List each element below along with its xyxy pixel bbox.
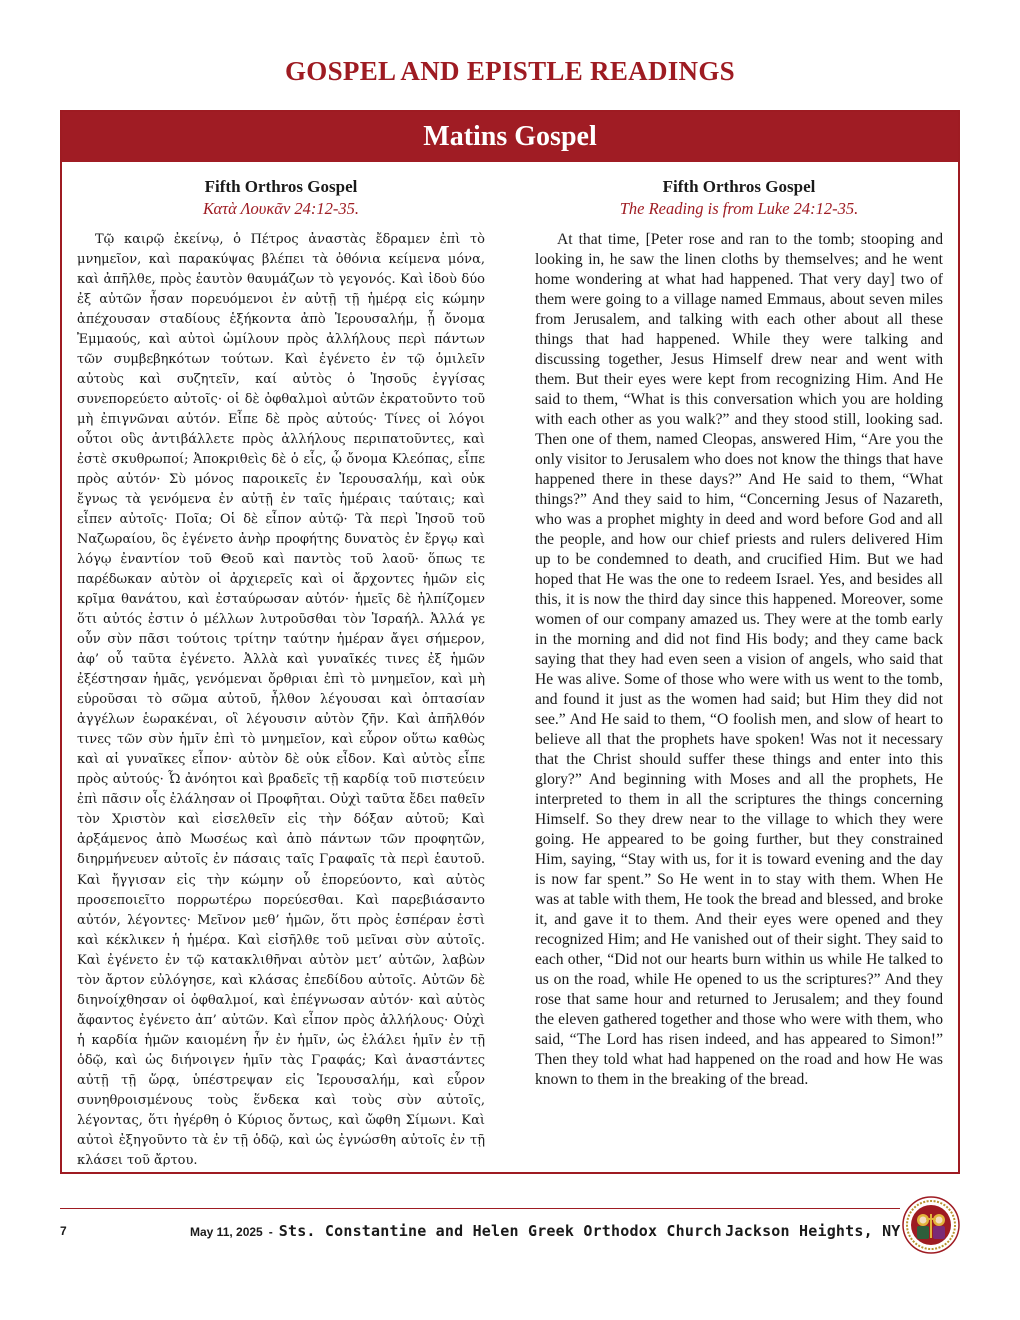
footer-divider <box>60 1208 900 1209</box>
english-text: At that time, [Peter rose and ran to the tomb; stooping and looking in, he saw the linen cloths by themselves; and he went home wondering at what had happened. That very day] two of them were going to a village named Emmaus, about seven miles from Jerusalem, and talking with each other about all these things that had happened. While they were talking and discussing together, Jesus Himself drew near and went with them. But their eyes were kept from recognizing Him. And He said to them, “What is this conversation which you are holding with each other as you walk?” and they stood still, looking sad. Then one of them, named Cleopas, answered Him, “Are you the only visitor to Jerusalem who does not know the things that have happened there in these days?” And He said to them, “What things?” And they said to him, “Concerning Jesus of Nazareth, who was a prophet mighty in deed and word before God and all the people, and how our chief priests and rulers delivered Him up to be condemned to death, and crucified Him. But we had hoped that He was the one to redeem Israel. Yes, and besides all this, it is now the third day since this happened. Moreover, some women of our company amazed us. They were at the tomb early in the morning and did not find His body; and they came back saying that they had even seen a vision of angels, who said that He was alive. Some of those who were with us went to the tomb, and found it just as the women had said; but Him they did not see.” And He said to them, “O foolish men, and slow of heart to believe all that the prophets have spoken! Was not it necessary that the Christ should suffer these things and enter into this glory?” And beginning with Moses and all the prophets, He interpreted to them in all the scriptures the things concerning Himself. So they drew near to the village to which they were going. He appeared to be going further, but they constrained Him, saying, “Stay with us, for it is toward evening and the day is now far spent.” So He went in to stay with them. When He was at table with them, He took the bread and blessed, and broke it, and gave it to them. And their eyes were opened and they recognized Him; and He vanished out of their sight. They said to each other, “Did not our hearts burn within us while He talked to us on the road, while He opened to us the scriptures?” And they rose that same hour and returned to Jerusalem; and they found the eleven gathered together and those who were with them, who said, “The Lord has risen indeed, and has appeared to Simon!” Then they told what had happened on the road and how He was known to them in the breaking of the bread. <box>535 231 943 1088</box>
greek-text: Τῷ καιρῷ ἐκείνῳ, ὁ Πέτρος ἀναστὰς ἔδραμεν ἐπὶ τὸ μνημεῖον, καὶ παρακύψας βλέπει τὰ ὀθόνια κείμενα μόνα, καὶ ἀπῆλθε, πρὸς ἑαυτὸν θαυμάζων τὸ γεγονός. Καὶ ἰδοὺ δύο ἐξ αὐτῶν ἦσαν πορευόμενοι ἐν αὐτῇ τῇ ἡμέρᾳ εἰς κώμην ἀπέχουσαν σταδίους ἑξήκοντα ἀπὸ Ἱερουσαλήμ, ᾗ ὄνομα Ἐμμαούς, καὶ αὐτοὶ ὡμίλουν πρὸς ἀλλήλους περὶ πάντων τῶν συμβεβηκότων τούτων. Καὶ ἐγένετο ἐν τῷ ὁμιλεῖν αὐτοὺς καὶ συζητεῖν, καί αὐτὸς ὁ Ἰησοῦς ἐγγίσας συνεπορεύετο αὐτοῖς· οἱ δὲ ὀφθαλμοὶ αὐτῶν ἐκρατοῦντο τοῦ μὴ ἐπιγνῶναι αὐτόν. Εἶπε δὲ πρὸς αὐτούς· Τίνες οἱ λόγοι οὗτοι οὓς ἀντιβάλλετε πρὸς ἀλλήλους περιπατοῦντες, καὶ ἐστὲ σκυθρωποί; Ἀποκριθεὶς δὲ ὁ εἷς, ᾧ ὄνομα Κλεόπας, εἶπε πρὸς αὐτόν· Σὺ μόνος παροικεῖς ἐν Ἱερουσαλήμ, καὶ οὐκ ἔγνως τὰ γενόμενα ἐν αὐτῇ ἐν ταῖς ἡμέραις ταύταις; καὶ εἶπεν αὐτοῖς· Ποῖα; Οἱ δὲ εἶπον αὐτῷ· Τὰ περὶ Ἰησοῦ τοῦ Ναζωραίου, ὃς ἐγένετο ἀνὴρ προφήτης δυνατὸς ἐν ἔργῳ καὶ λόγῳ ἐναντίον τοῦ Θεοῦ καὶ παντὸς τοῦ λαοῦ· ὅπως τε παρέδωκαν αὐτὸν οἱ ἀρχιερεῖς καὶ οἱ ἄρχοντες ἡμῶν εἰς κρῖμα θανάτου, καὶ ἐσταύρωσαν αὐτόν· ἡμεῖς δὲ ἠλπίζομεν ὅτι αὐτός ἐστιν ὁ μέλλων λυτροῦσθαι τὸν Ἰσραήλ. Ἀλλά γε οὖν σὺν πᾶσι τούτοις τρίτην ταύτην ἡμέραν ἄγει σήμερον, ἀφ’ οὗ ταῦτα ἐγένετο. Ἀλλὰ καὶ γυναῖκές τινες ἐξ ἡμῶν ἐξέστησαν ἡμᾶς, γενόμεναι ὄρθριαι ἐπὶ τὸ μνημεῖον, καὶ μὴ εὑροῦσαι τὸ σῶμα αὐτοῦ, ἦλθον λέγουσαι καὶ ὀπτασίαν ἀγγέλων ἑωρακέναι, οἳ λέγουσιν αὐτὸν ζῆν. Καὶ ἀπῆλθόν τινες τῶν σὺν ἡμῖν ἐπὶ τὸ μνημεῖον, καὶ εὗρον οὕτω καθὼς καὶ αἱ γυναῖκες εἶπον· αὐτὸν δὲ οὐκ εἶδον. Καὶ αὐτὸς εἶπε πρὸς αὐτούς· Ὦ ἀνόητοι καὶ βραδεῖς τῇ καρδίᾳ τοῦ πιστεύειν ἐπὶ πᾶσιν οἷς ἐλάλησαν οἱ Προφῆται. Οὐχὶ ταῦτα ἔδει παθεῖν τὸν Χριστὸν καὶ εἰσελθεῖν εἰς τὴν δόξαν αὐτοῦ; Καὶ ἀρξάμενος ἀπὸ Μωσέως καὶ ἀπὸ πάντων τῶν προφητῶν, διηρμήνευεν αὐτοῖς ἐν πάσαις ταῖς Γραφαῖς τὰ περὶ ἑαυτοῦ. Καὶ ἤγγισαν εἰς τὴν κώμην οὗ ἐπορεύοντο, καὶ αὐτὸς προσεποιεῖτο πορρωτέρω πορεύεσθαι. Καὶ παρεβιάσαντο αὐτόν, λέγοντες· Μεῖνον μεθ’ ἡμῶν, ὅτι πρὸς ἑσπέραν ἐστὶ καὶ κέκλικεν ἡ ἡμέρα. Καὶ εἰσῆλθε τοῦ μεῖναι σὺν αὐτοῖς. Καὶ ἐγένετο ἐν τῷ κατακλιθῆναι αὐτὸν μετ’ αὐτῶν, λαβὼν τὸν ἄρτον εὐλόγησε, καὶ κλάσας ἐπεδίδου αὐτοῖς. Αὐτῶν δὲ διηνοίχθησαν οἱ ὀφθαλμοί, καὶ ἐπέγνωσαν αὐτόν· καὶ αὐτὸς ἄφαντος ἐγένετο ἀπ’ αὐτῶν. Καὶ εἶπον πρὸς ἀλλήλους· Οὐχὶ ἡ καρδία ἡμῶν καιομένη ἦν ἐν ἡμῖν, ὡς ἐλάλει ἡμῖν ἐν τῇ ὁδῷ, καὶ ὡς διήνοιγεν ἡμῖν τὰς Γραφάς; Καὶ ἀναστάντες αὐτῇ τῇ ὥρᾳ, ὑπέστρεψαν εἰς Ἱερουσαλήμ, καὶ εὗρον συνηθροισμένους τοὺς ἕνδεκα καὶ τοὺς σὺν αὐτοῖς, λέγοντας, ὅτι ἠγέρθη ὁ Κύριος ὄντως, καὶ ὤφθη Σίμωνι. Καὶ αὐτοὶ ἐξηγοῦντο τὰ ἐν τῇ ὁδῷ, καὶ ὡς ἐγνώσθη αὐτοῖς ἐν τῇ κλάσει τοῦ ἄρτου. <box>77 232 485 1168</box>
matins-gospel-box <box>60 110 960 1174</box>
english-column <box>535 176 943 1090</box>
english-heading: Fifth Orthros Gospel <box>662 177 816 196</box>
footer-location: Jackson Heights, NY <box>725 1222 901 1240</box>
greek-column <box>77 176 485 1171</box>
footer <box>60 1224 900 1244</box>
english-reference: The Reading is from Luke 24:12-35. <box>619 199 859 218</box>
church-seal-icon <box>902 1196 960 1254</box>
footer-separator: - <box>268 1225 273 1239</box>
footer-church-name: Sts. Constantine and Helen Greek Orthodox Church <box>278 1222 722 1240</box>
footer-line <box>190 1222 901 1240</box>
page-title: GOSPEL AND EPISTLE READINGS <box>285 56 735 86</box>
greek-heading: Fifth Orthros Gospel <box>204 177 358 196</box>
section-banner: Matins Gospel <box>62 112 958 162</box>
greek-reference: Κατὰ Λουκᾶν 24:12-35. <box>202 199 360 218</box>
page-number: 7 <box>60 1224 67 1238</box>
footer-date: May 11, 2025 <box>190 1225 263 1239</box>
